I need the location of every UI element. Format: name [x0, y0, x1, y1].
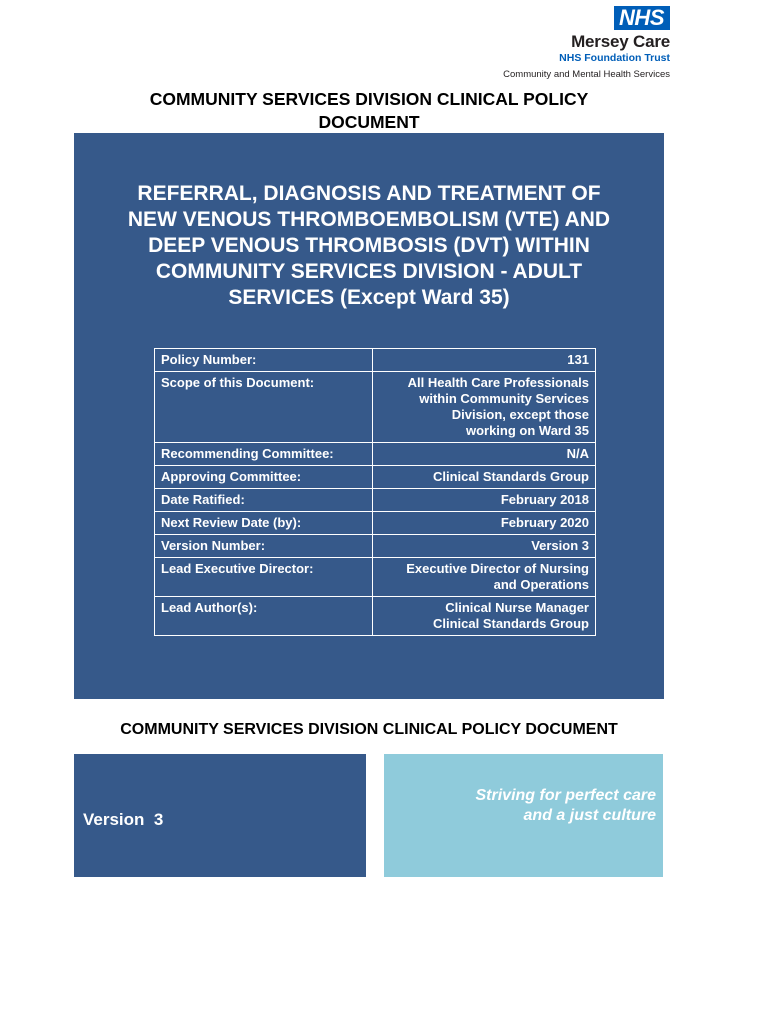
- policy-details-value: Clinical Nurse Manager Clinical Standards Group: [373, 597, 596, 636]
- policy-details-row: [155, 489, 596, 512]
- policy-details-value: Version 3: [373, 535, 596, 558]
- policy-details-label: Scope of this Document:: [155, 372, 373, 443]
- service-name: Community and Mental Health Services: [503, 69, 670, 80]
- policy-details-row: [155, 349, 596, 372]
- version-block: [74, 754, 366, 877]
- policy-details-label: Approving Committee:: [155, 466, 373, 489]
- policy-details-label: Recommending Committee:: [155, 443, 373, 466]
- policy-details-label: Policy Number:: [155, 349, 373, 372]
- policy-details-value: 131: [373, 349, 596, 372]
- policy-details-value: February 2020: [373, 512, 596, 535]
- footer-heading: COMMUNITY SERVICES DIVISION CLINICAL POLICY DOCUMENT: [120, 721, 618, 738]
- nhs-logo-mark: NHS: [614, 6, 670, 30]
- motto-text: Striving for perfect care and a just culture: [475, 787, 656, 824]
- policy-details-value: N/A: [373, 443, 596, 466]
- policy-details-row: [155, 512, 596, 535]
- policy-details-value: All Health Care Professionals within Community Services Division, except those working on Ward 35: [373, 372, 596, 443]
- policy-details-row: [155, 535, 596, 558]
- policy-details-row: [155, 558, 596, 597]
- policy-details-row: [155, 372, 596, 443]
- policy-details-label: Lead Executive Director:: [155, 558, 373, 597]
- policy-details-row: [155, 466, 596, 489]
- policy-cover-panel: [74, 133, 664, 699]
- policy-details-row: [155, 443, 596, 466]
- policy-details-label: Version Number:: [155, 535, 373, 558]
- policy-details-row: [155, 597, 596, 636]
- version-label: Version 3: [83, 810, 164, 829]
- policy-details-table: [154, 348, 596, 636]
- policy-details-value: Executive Director of Nursing and Operations: [373, 558, 596, 597]
- document-heading-line-2: DOCUMENT: [318, 112, 420, 132]
- motto-block: [384, 754, 663, 877]
- policy-details-label: Next Review Date (by):: [155, 512, 373, 535]
- policy-details-label: Lead Author(s):: [155, 597, 373, 636]
- document-heading-line-1: COMMUNITY SERVICES DIVISION CLINICAL POLICY: [149, 89, 589, 109]
- policy-details-value: Clinical Standards Group: [373, 466, 596, 489]
- organisation-name: Mersey Care: [571, 32, 670, 51]
- trust-logo: [490, 6, 670, 64]
- policy-details-value: February 2018: [373, 489, 596, 512]
- policy-details-label: Date Ratified:: [155, 489, 373, 512]
- policy-title: REFERRAL, DIAGNOSIS AND TREATMENT OF NEW VENOUS THROMBOEMBOLISM (VTE) AND DEEP VENOUS THROMBOSIS (DVT) WITHIN COMMUNITY SERVICES DIVISION - ADULT SERVICES (Except Ward 35): [127, 182, 611, 309]
- document-heading: [74, 88, 664, 134]
- trust-name: NHS Foundation Trust: [559, 52, 670, 64]
